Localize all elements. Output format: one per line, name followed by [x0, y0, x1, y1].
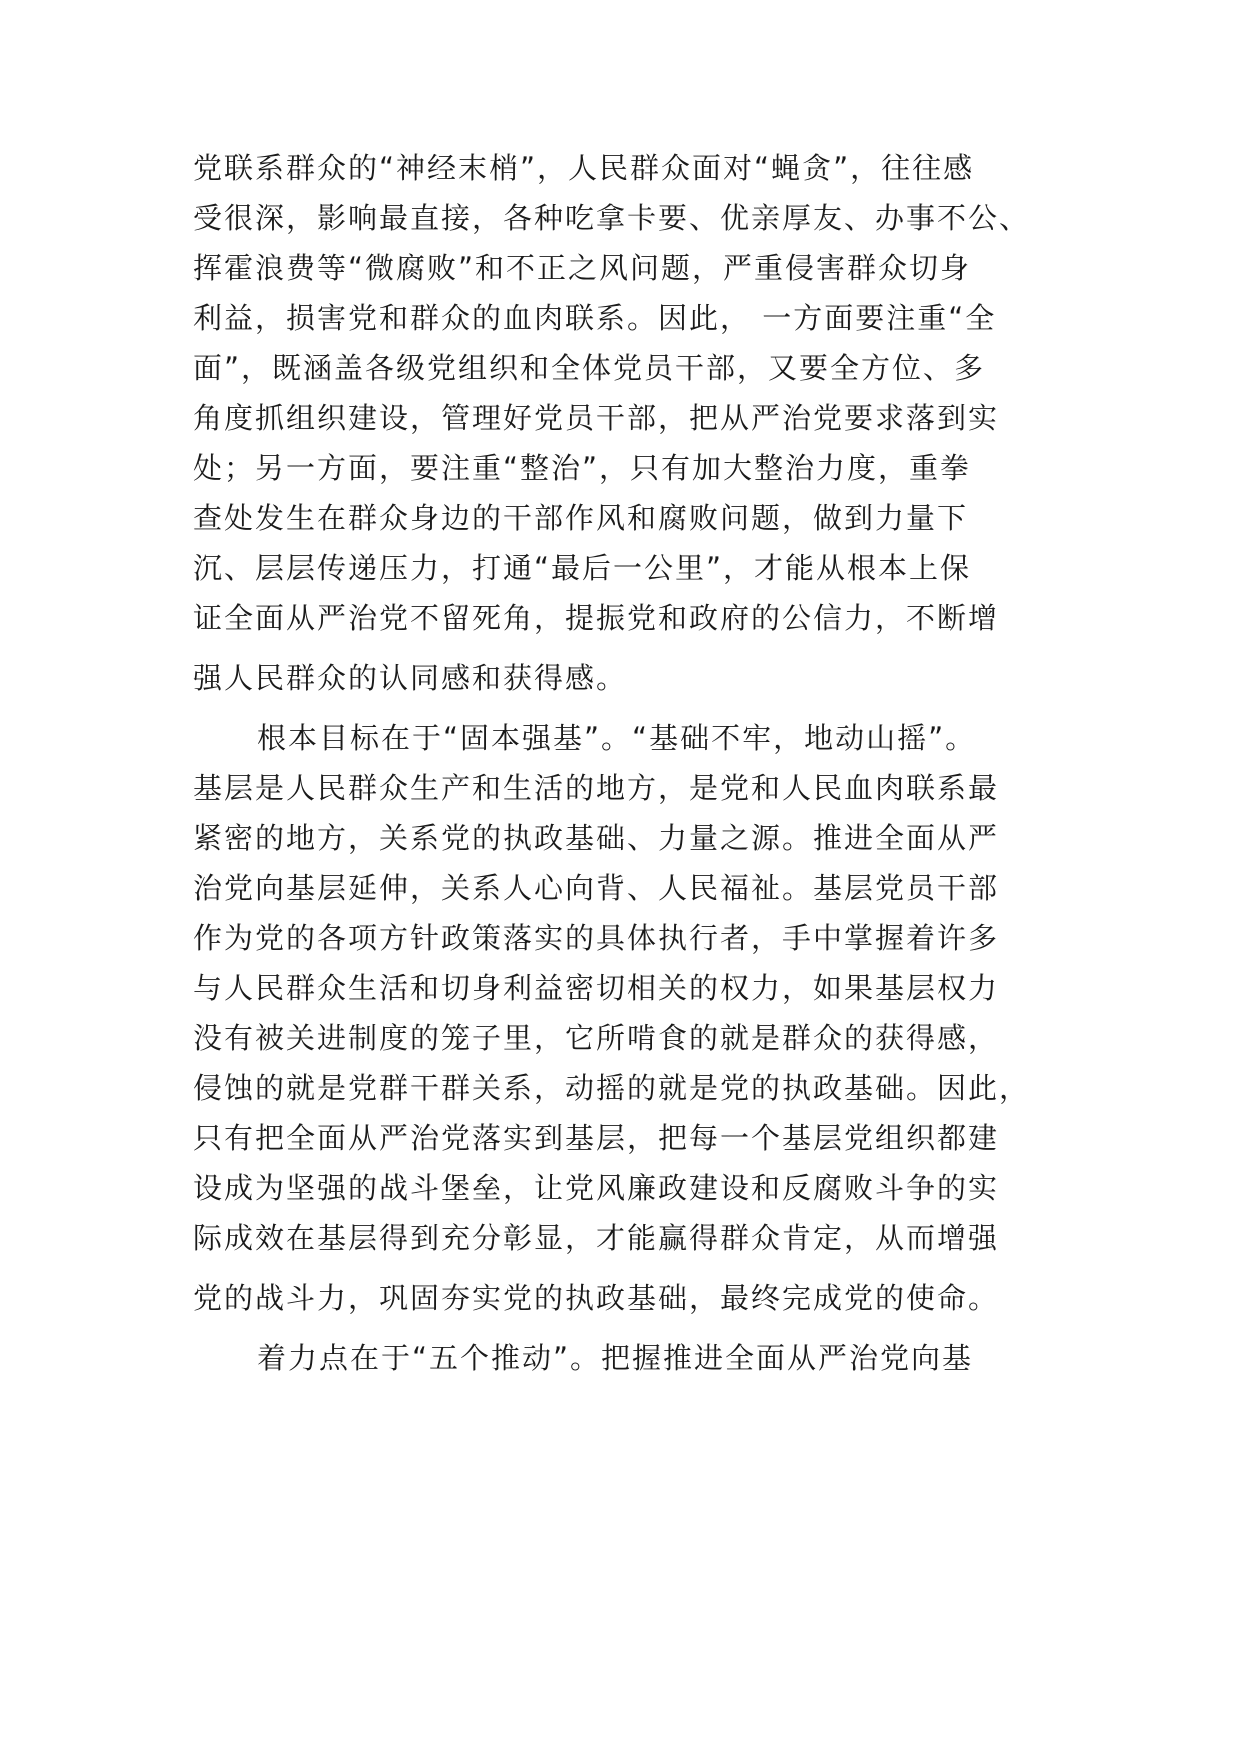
paragraph-start-line: 根本目标在于“固本强基”。“基础不牢，地动山摇”。: [257, 721, 977, 755]
text-line: 作为党的各项方针政策落实的具体执行者，手中掌握着许多: [193, 921, 1000, 955]
text-line: 查处发生在群众身边的干部作风和腐败问题，做到力量下: [193, 501, 969, 535]
text-line: 挥霍浪费等“微腐败”和不正之风问题，严重侵害群众切身: [193, 251, 972, 285]
text-line: 强人民群众的认同感和获得感。: [193, 661, 628, 695]
text-line: 面”，既涵盖各级党组织和全体党员干部，又要全方位、多: [193, 351, 986, 385]
text-line: 基层是人民群众生产和生活的地方，是党和人民血肉联系最: [193, 771, 1000, 805]
text-line: 党联系群众的“神经末梢”，人民群众面对“蝇贪”，往往感: [193, 151, 975, 185]
text-line: 侵蚀的就是党群干群关系，动摇的就是党的执政基础。因此，: [193, 1071, 1031, 1105]
text-line: 紧密的地方，关系党的执政基础、力量之源。推进全面从严: [193, 821, 1000, 855]
text-line: 与人民群众生活和切身利益密切相关的权力，如果基层权力: [193, 971, 1000, 1005]
text-line: 处；另一方面，要注重“整治”，只有加大整治力度，重拳: [193, 451, 972, 485]
text-line: 角度抓组织建设，管理好党员干部，把从严治党要求落到实: [193, 401, 1000, 435]
text-line: 只有把全面从严治党落实到基层，把每一个基层党组织都建: [193, 1121, 1000, 1155]
paragraph-start-line: 着力点在于“五个推动”。把握推进全面从严治党向基: [257, 1341, 974, 1375]
text-line: 证全面从严治党不留死角，提振党和政府的公信力，不断增: [193, 601, 1000, 635]
text-line: 党的战斗力，巩固夯实党的执政基础，最终完成党的使命。: [193, 1281, 1000, 1315]
text-line: 受很深，影响最直接，各种吃拿卡要、优亲厚友、办事不公、: [193, 201, 1031, 235]
text-line: 利益，损害党和群众的血肉联系。因此， 一方面要注重“全: [193, 301, 997, 335]
text-line: 设成为坚强的战斗堡垒，让党风廉政建设和反腐败斗争的实: [193, 1171, 1000, 1205]
text-line: 沉、层层传递压力，打通“最后一公里”，才能从根本上保: [193, 551, 972, 585]
text-line: 治党向基层延伸，关系人心向背、人民福祉。基层党员干部: [193, 871, 1000, 905]
text-line: 没有被关进制度的笼子里，它所啃食的就是群众的获得感，: [193, 1021, 1000, 1055]
text-line: 际成效在基层得到充分彰显，才能赢得群众肯定，从而增强: [193, 1221, 1000, 1255]
